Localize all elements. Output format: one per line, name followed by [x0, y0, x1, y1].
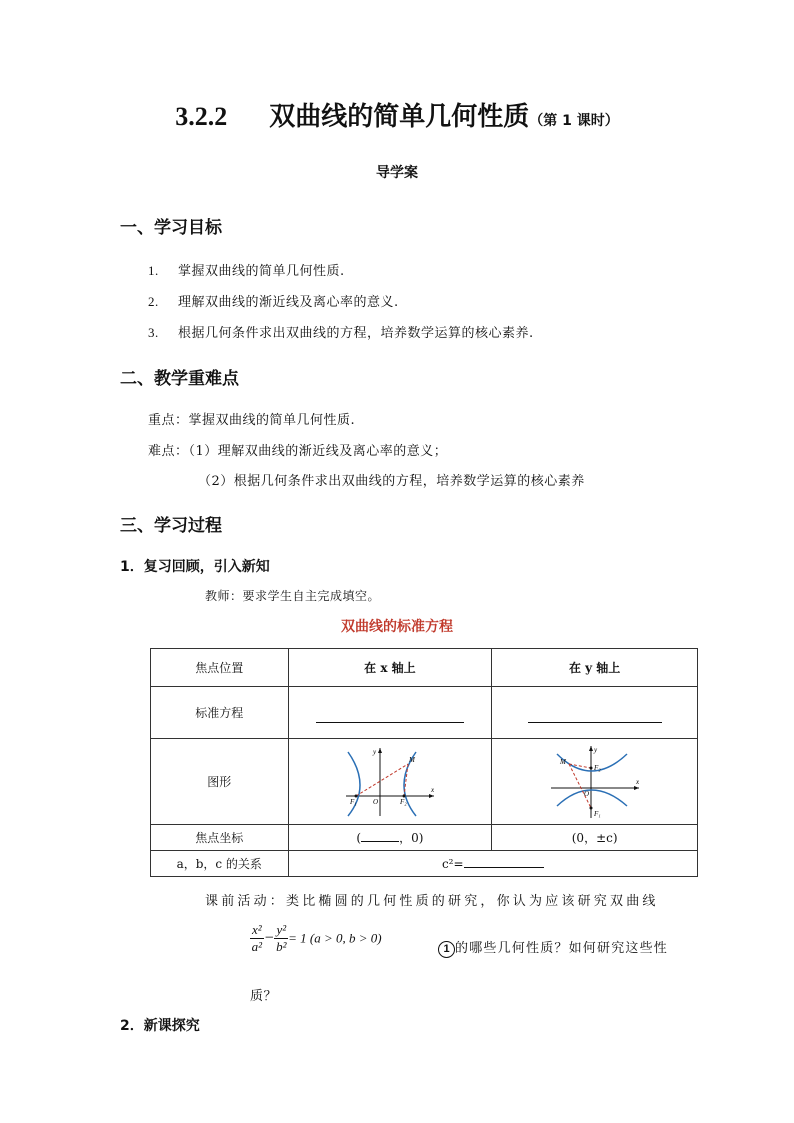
- objective-item: [148, 291, 399, 310]
- answer-blank-focus[interactable]: [361, 841, 399, 842]
- relation-cell: [288, 851, 697, 877]
- table-caption: 双曲线的标准方程: [341, 619, 453, 635]
- hyperbola-y-figure: [547, 744, 643, 820]
- pre-class-activity: 课前活动：类比椭圆的几何性质的研究，你认为应该研究双曲线: [205, 894, 659, 909]
- table-cell: 标准方程: [151, 687, 289, 739]
- table-row: [151, 739, 698, 825]
- step1-title: 1．复习回顾，引入新知: [120, 559, 270, 575]
- difficulty-text-1: 难点：（1）理解双曲线的渐近线及离心率的意义；: [148, 444, 448, 459]
- origin-label: O: [583, 789, 589, 798]
- x-axis-label: x: [635, 777, 639, 786]
- section-heading-objectives: 一、学习目标: [120, 218, 222, 238]
- table-row: [151, 649, 698, 687]
- table-row: [151, 825, 698, 851]
- table-cell: 焦点位置: [151, 649, 289, 687]
- origin-label: O: [372, 797, 378, 806]
- table-header-x: 在 x 轴上: [288, 649, 492, 687]
- question-tail: 的哪些几何性质？如何研究这些性: [455, 941, 669, 956]
- section-heading-process: 三、学习过程: [120, 516, 222, 536]
- objective-text: 根据几何条件求出双曲线的方程，培养数学运算的核心素养.: [178, 326, 534, 341]
- focus-coord-x-cell: [288, 825, 492, 851]
- table-row: [151, 851, 698, 877]
- difficulty-text-2: （2）根据几何条件求出双曲线的方程，培养数学运算的核心素养: [198, 474, 585, 489]
- f2-label: F₂: [593, 763, 601, 772]
- question-line: [438, 937, 668, 958]
- table-header-y: 在 y 轴上: [492, 649, 698, 687]
- page-subtitle: 导学案: [376, 165, 418, 181]
- figure-cell-x: [288, 739, 492, 825]
- objective-number: 1.: [148, 263, 159, 278]
- fraction-den: a²: [251, 939, 263, 954]
- title-number: 3.2.2: [175, 102, 228, 131]
- fraction-x: [250, 922, 264, 955]
- hyperbola-table: [150, 648, 698, 877]
- focus-open: (: [356, 831, 362, 845]
- table-cell: 焦点坐标: [151, 825, 289, 851]
- step2-title: 2．新课探究: [120, 1018, 200, 1034]
- objective-item: [148, 260, 345, 279]
- answer-blank-relation[interactable]: [464, 867, 544, 868]
- f1-label: F₁: [349, 797, 357, 806]
- table-cell: a，b，c 的关系: [151, 851, 289, 877]
- objective-number: 3.: [148, 325, 159, 340]
- focus-coord-y: (0，±c): [492, 825, 698, 851]
- section-heading-key-points: 二、教学重难点: [120, 369, 239, 389]
- fraction-y: [274, 922, 288, 955]
- focus-close: ，0): [399, 831, 424, 845]
- title-main: 双曲线的简单几何性质: [269, 102, 530, 132]
- y-axis-label: y: [593, 745, 597, 754]
- relation-prefix: c²=: [441, 856, 464, 871]
- equation-rest: = 1 (a > 0, b > 0): [288, 930, 382, 946]
- table-cell: 图形: [151, 739, 289, 825]
- f1-label: F₁: [593, 809, 601, 818]
- answer-blank-y-eq[interactable]: [492, 687, 698, 739]
- fraction-num: y²: [276, 922, 287, 937]
- objective-text: 掌握双曲线的简单几何性质.: [178, 264, 345, 279]
- fraction-num: x²: [252, 922, 262, 937]
- hyperbola-equation: $\frac{\text{x²}}{\text{a²}}$ − $\frac{\text{y²}}{\text{b²}}$ = 1 (a > 0, b > 0): [251, 922, 382, 954]
- objective-number: 2.: [148, 294, 159, 309]
- x-axis-label: x: [430, 785, 434, 794]
- objective-text: 理解双曲线的渐近线及离心率的意义.: [178, 295, 399, 310]
- table-row: [151, 687, 698, 739]
- f2-label: F₂: [399, 797, 407, 806]
- answer-blank-x-eq[interactable]: [288, 687, 492, 739]
- objective-item: [148, 322, 534, 341]
- point-m-label: M: [559, 757, 566, 766]
- figure-cell-y: [492, 739, 698, 825]
- teacher-note: 教师：要求学生自主完成填空。: [205, 589, 381, 603]
- point-m-label: M: [408, 755, 415, 764]
- page-title: [0, 96, 794, 133]
- hyperbola-x-figure: [342, 746, 438, 818]
- fraction-den: b²: [276, 939, 287, 954]
- title-lesson: （第 1 课时）: [529, 113, 619, 129]
- key-point-text: 重点：掌握双曲线的简单几何性质.: [148, 413, 356, 428]
- circled-marker: 1: [438, 941, 455, 958]
- question-end: 质？: [250, 989, 278, 1004]
- y-axis-label: y: [372, 747, 376, 756]
